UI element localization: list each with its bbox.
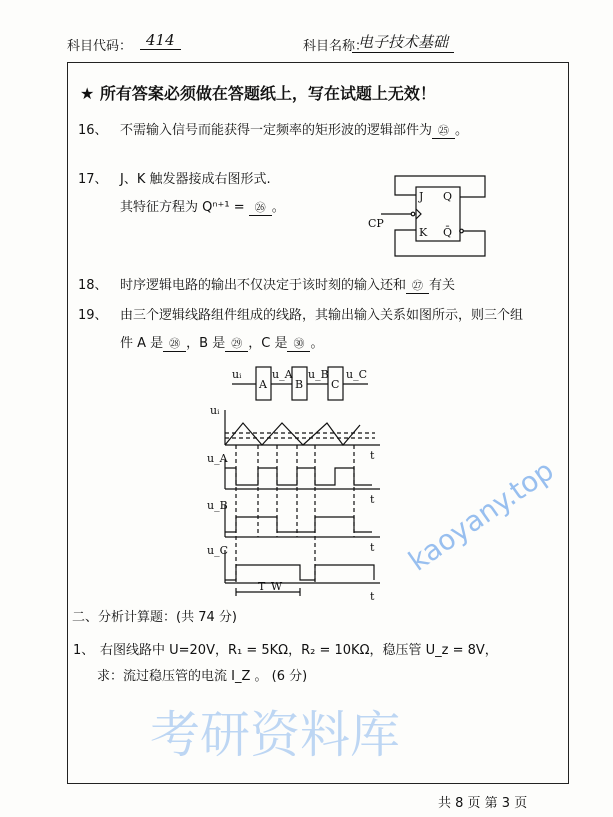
answer-blank-25: ㉕ — [432, 122, 455, 139]
subject-name-label: 科目名称： — [303, 39, 369, 54]
q17-end: 。 — [271, 200, 285, 215]
ff-q-label: Q — [443, 190, 453, 203]
watermark-text: 考研资料库 — [150, 706, 400, 764]
answer-blank-30: ㉚ — [287, 335, 310, 352]
subject-code-label: 科目代码： — [67, 39, 133, 54]
block-chain-diagram — [232, 367, 368, 400]
block-c: C — [331, 378, 340, 391]
section2-title: 二、分析计算题：(共 74 分) — [72, 610, 237, 625]
q19-a: 件 A 是 — [120, 336, 164, 351]
ff-j-label: J — [419, 190, 424, 203]
ff-qbar-label: Q̄ — [443, 226, 453, 239]
q19-text: 由三个逻辑线路组件组成的线路，其输出输入关系如图所示，则三个组 — [120, 308, 524, 323]
ff-k-label: K — [419, 226, 428, 239]
notice: ★ 所有答案必须做在答题纸上，写在试题上无效！ — [80, 84, 436, 103]
wave-t-label: t — [370, 493, 375, 506]
wave-ub-label: u_B — [207, 499, 228, 512]
ub-wave — [225, 517, 372, 532]
q19-c: ，C 是 — [248, 336, 288, 351]
q19-end: 。 — [310, 336, 324, 351]
q19-b: ，B 是 — [186, 336, 226, 351]
block-b: B — [295, 378, 304, 391]
s2-q1-number: 1、 — [73, 643, 95, 658]
block-ua-label: u_A — [272, 368, 293, 381]
q17-number: 17、 — [78, 172, 108, 187]
answer-blank-27: ㉗ — [406, 277, 429, 294]
block-a: A — [259, 378, 267, 391]
waveform-diagram — [207, 404, 380, 603]
wave-t-label: t — [370, 541, 375, 554]
block-uc-label: u_C — [346, 368, 368, 381]
s2-q1-line1: 右图线路中 U=20V，R₁ = 5KΩ，R₂ = 10KΩ，稳压管 U_z = 8V， — [100, 643, 498, 658]
q19-number: 19、 — [78, 308, 108, 323]
wave-ui-label: uᵢ — [210, 404, 220, 417]
uc-wave — [225, 565, 374, 580]
wave-ua-label: u_A — [207, 452, 228, 465]
page-footer: 共 8 页 第 3 页 — [438, 796, 528, 811]
block-ub-label: u_B — [308, 368, 329, 381]
q16-stem: 不需输入信号而能获得一定频率的矩形波的逻辑部件为 — [120, 123, 433, 138]
q17-text: J、K 触发器接成右图形式. — [120, 172, 271, 187]
block-ui-label: uᵢ — [232, 368, 242, 381]
watermark-url: kaoyany.top — [402, 453, 560, 578]
ff-cp-label: CP — [368, 217, 384, 230]
time-markers — [225, 433, 375, 583]
jk-flipflop-diagram — [368, 176, 485, 256]
subject-code-value: 414 — [140, 31, 181, 50]
wave-t-label: t — [370, 590, 375, 603]
q17-equation: 其特征方程为 Qⁿ⁺¹ = — [120, 200, 245, 215]
tw-label: T_W — [258, 580, 283, 593]
answer-blank-26: ㉖ — [249, 199, 272, 216]
q18-stem: 时序逻辑电路的输出不仅决定于该时刻的输入还和 — [120, 278, 407, 293]
ua-wave — [225, 468, 372, 485]
q16-end: 。 — [455, 123, 469, 138]
q16-number: 16、 — [78, 123, 108, 138]
s2-q1-line2: 求：流过稳压管的电流 I_Z 。 (6 分) — [97, 669, 308, 684]
answer-blank-29: ㉙ — [225, 335, 248, 352]
wave-uc-label: u_C — [207, 544, 229, 557]
wave-t-label: t — [370, 449, 375, 462]
q18-number: 18、 — [78, 278, 108, 293]
ui-triangle-wave — [225, 423, 360, 445]
answer-blank-28: ㉘ — [163, 335, 186, 352]
q18-end: 有关 — [429, 278, 456, 293]
subject-name-value: 电子技术基础 — [352, 31, 454, 53]
